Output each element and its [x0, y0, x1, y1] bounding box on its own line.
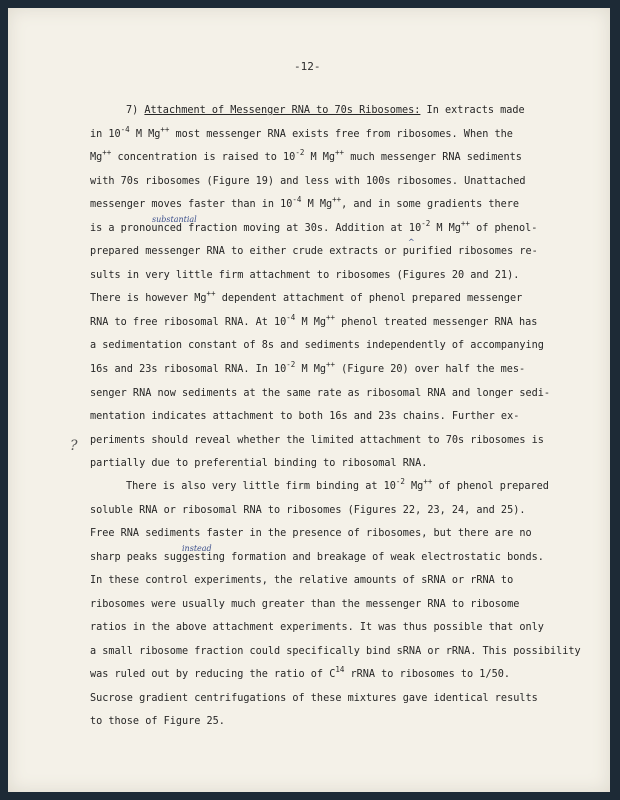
handwritten-insertion: ^: [408, 238, 415, 248]
page-number: -12-: [294, 60, 321, 73]
text-line: partially due to preferential binding to ribosomal RNA.: [90, 458, 428, 470]
text-line: prepared messenger RNA to either crude extracts or purified ribosomes re- ^: [90, 240, 590, 264]
text-line: is a pronounced fraction moving at 30s. Addition at $10^{-2}$ M Mg++ of phenol- substantial: [90, 217, 590, 241]
text-line: a sedimentation constant of 8s and sediments independently of accompanying: [90, 340, 544, 352]
handwritten-insertion: substantial: [152, 214, 197, 224]
text-line: Free RNA sediments faster in the presence of ribosomes, but there are no: [90, 528, 532, 540]
document-page: [8, 8, 610, 792]
text-line: 16s and 23s ribosomal RNA. In $10^{-2}$ M Mg++ (Figure 20) over half the mes-: [90, 360, 526, 376]
text-line: with 70s ribosomes (Figure 19) and less with 100s ribosomes. Unattached: [90, 175, 526, 187]
text-line: a small ribosome fraction could specifically bind sRNA or rRNA. This possibility: [90, 645, 581, 657]
margin-question-mark: ?: [70, 438, 78, 454]
text-line: 7) Attachment of Messenger RNA to 70s Ribosomes: In extracts made: [126, 105, 525, 116]
text-line: messenger moves faster than in $10^{-4}$ M Mg++, and in some gradients there: [90, 195, 520, 211]
paragraph-attachment: [90, 99, 590, 476]
handwritten-insertion: instead: [182, 543, 212, 553]
text-line: was ruled out by reducing the ratio of $C^{14}$ rRNA to ribosomes to 1/50.: [90, 665, 510, 681]
text-line: In these control experiments, the relative amounts of sRNA or rRNA to: [90, 575, 514, 587]
text-line: to those of Figure 25.: [90, 716, 225, 728]
text-line: in $10^{-4}$ M Mg++ most messenger RNA exists free from ribosomes. When the: [90, 124, 513, 140]
text-line: periments should reveal whether the limited attachment to 70s ribosomes is: [90, 434, 544, 446]
text-line: sharp peaks suggesting formation and breakage of weak electrostatic bonds. instead: [90, 546, 590, 570]
text-line: RNA to free ribosomal RNA. At $10^{-4}$ M Mg++ phenol treated messenger RNA has: [90, 312, 538, 328]
text-line: There is also very little firm binding at $10^{-2}$ Mg++ of phenol prepared: [126, 477, 549, 492]
text-line: ratios in the above attachment experiments. It was thus possible that only: [90, 622, 544, 634]
text-line: ribosomes were usually much greater than the messenger RNA to ribosome: [90, 598, 520, 610]
text-line: senger RNA now sediments at the same rate as ribosomal RNA and longer sedi-: [90, 387, 551, 399]
text-line: Mg++ concentration is raised to $10^{-2}$ M Mg++ much messenger RNA sediments: [90, 148, 522, 164]
paragraph-binding: [90, 475, 590, 734]
text-line: soluble RNA or ribosomal RNA to ribosomes (Figures 22, 23, 24, and 25).: [90, 504, 526, 516]
text-line: mentation indicates attachment to both 16s and 23s chains. Further ex-: [90, 411, 520, 423]
section-heading: Attachment of Messenger RNA to 70s Ribosomes:: [144, 105, 421, 116]
text-line: There is however Mg++ dependent attachment of phenol prepared messenger: [90, 289, 523, 305]
text-line: Sucrose gradient centrifugations of these mixtures gave identical results: [90, 692, 538, 704]
text-line: sults in very little firm attachment to ribosomes (Figures 20 and 21).: [90, 269, 520, 281]
